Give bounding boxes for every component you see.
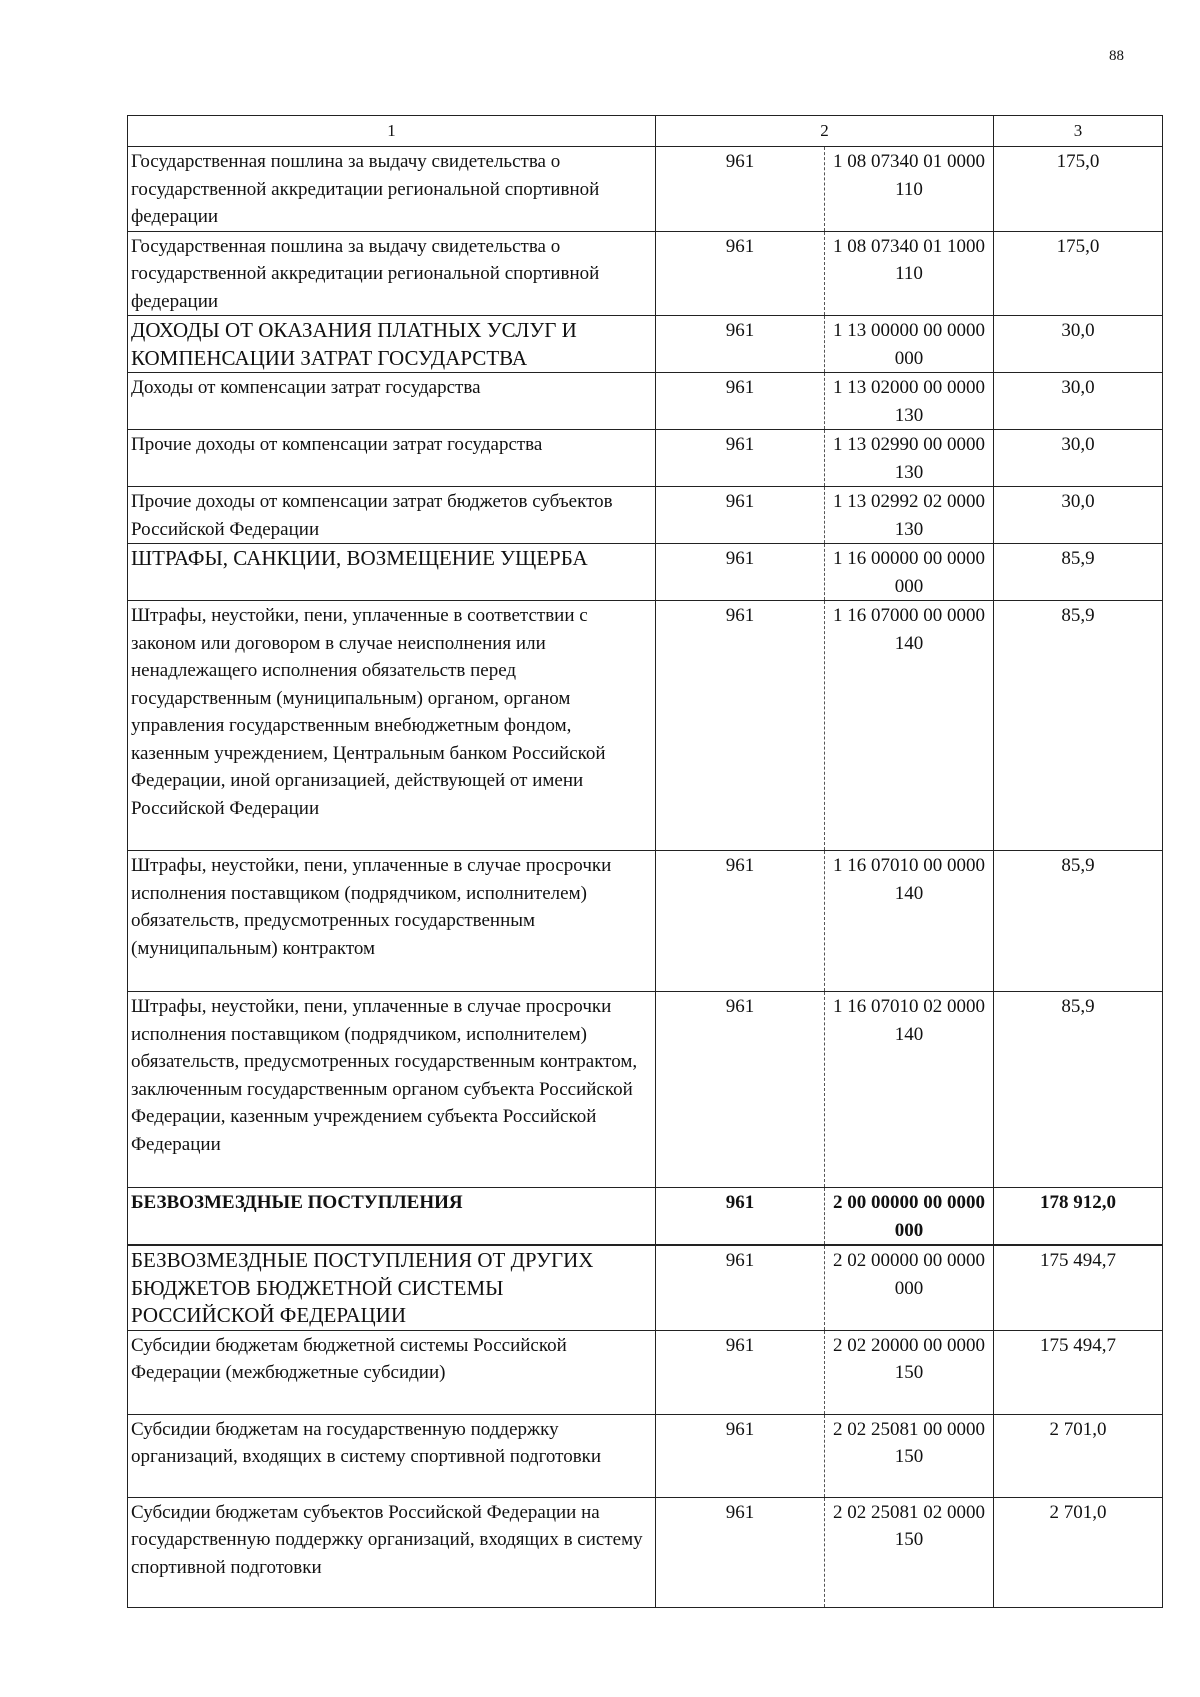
table-row	[128, 601, 1163, 851]
row-admin-code: 961	[656, 1245, 825, 1330]
row-amount: 178 912,0	[994, 1188, 1163, 1246]
table-row	[128, 992, 1163, 1188]
row-name: Субсидии бюджетам бюджетной системы Российской Федерации (межбюджетные субсидии)	[128, 1330, 656, 1414]
table-row	[128, 430, 1163, 487]
table-row	[128, 1188, 1163, 1246]
row-name: ШТРАФЫ, САНКЦИИ, ВОЗМЕЩЕНИЕ УЩЕРБА	[128, 544, 656, 601]
row-admin-code: 961	[656, 487, 825, 544]
row-amount: 30,0	[994, 487, 1163, 544]
row-classification-code: 1 13 02992 02 0000 130	[825, 487, 994, 544]
row-classification-code: 2 02 20000 00 0000 150	[825, 1330, 994, 1414]
row-admin-code: 961	[656, 430, 825, 487]
row-admin-code: 961	[656, 1414, 825, 1497]
row-amount: 175 494,7	[994, 1330, 1163, 1414]
row-name: Штрафы, неустойки, пени, уплаченные в случае просрочки исполнения поставщиком (подрядчиком, исполнителем) обязательств, предусмотренных государственным контрактом, заключенным государственным органом субъекта Российской Федерации, казенным учреждением субъекта Российской Федерации	[128, 992, 656, 1188]
row-name: Субсидии бюджетам на государственную поддержку организаций, входящих в систему спортивной подготовки	[128, 1414, 656, 1497]
row-classification-code: 1 16 07000 00 0000 140	[825, 601, 994, 851]
row-name: Доходы от компенсации затрат государства	[128, 373, 656, 430]
row-admin-code: 961	[656, 231, 825, 316]
row-classification-code: 1 16 07010 00 0000 140	[825, 851, 994, 992]
row-amount: 175,0	[994, 147, 1163, 232]
row-name: Штрафы, неустойки, пени, уплаченные в соответствии с законом или договором в случае неисполнения или ненадлежащего исполнения обязательств перед государственным (муниципальным) органом, органом управления государственным внебюджетным фондом, казенным учреждением, Центральным банком Российской Федерации, иной организацией, действующей от имени Российской Федерации	[128, 601, 656, 851]
table-row	[128, 1245, 1163, 1330]
row-amount: 30,0	[994, 316, 1163, 373]
table-row	[128, 1330, 1163, 1414]
row-admin-code: 961	[656, 1188, 825, 1246]
row-amount: 85,9	[994, 601, 1163, 851]
row-amount: 85,9	[994, 992, 1163, 1188]
table-row	[128, 147, 1163, 232]
table-row	[128, 1414, 1163, 1497]
row-classification-code: 2 00 00000 00 0000 000	[825, 1188, 994, 1246]
row-classification-code: 1 16 07010 02 0000 140	[825, 992, 994, 1188]
table-row	[128, 316, 1163, 373]
row-classification-code: 2 02 25081 00 0000 150	[825, 1414, 994, 1497]
row-admin-code: 961	[656, 544, 825, 601]
table-row	[128, 373, 1163, 430]
row-name: Государственная пошлина за выдачу свидетельства о государственной аккредитации региональной спортивной федерации	[128, 231, 656, 316]
header-col-3: 3	[994, 116, 1163, 147]
row-classification-code: 1 08 07340 01 1000 110	[825, 231, 994, 316]
row-admin-code: 961	[656, 1330, 825, 1414]
row-admin-code: 961	[656, 147, 825, 232]
row-name: Государственная пошлина за выдачу свидетельства о государственной аккредитации региональной спортивной федерации	[128, 147, 656, 232]
row-name: БЕЗВОЗМЕЗДНЫЕ ПОСТУПЛЕНИЯ ОТ ДРУГИХ БЮДЖЕТОВ БЮДЖЕТНОЙ СИСТЕМЫ РОССИЙСКОЙ ФЕДЕРАЦИИ	[128, 1245, 656, 1330]
row-classification-code: 2 02 00000 00 0000 000	[825, 1245, 994, 1330]
row-amount: 175,0	[994, 231, 1163, 316]
row-amount: 85,9	[994, 851, 1163, 992]
row-name: БЕЗВОЗМЕЗДНЫЕ ПОСТУПЛЕНИЯ	[128, 1188, 656, 1246]
table-row	[128, 487, 1163, 544]
row-classification-code: 1 13 02000 00 0000 130	[825, 373, 994, 430]
row-amount: 2 701,0	[994, 1414, 1163, 1497]
row-amount: 30,0	[994, 430, 1163, 487]
row-name: Прочие доходы от компенсации затрат бюджетов субъектов Российской Федерации	[128, 487, 656, 544]
table-row	[128, 544, 1163, 601]
table-header-row	[128, 116, 1163, 147]
row-name: Субсидии бюджетам субъектов Российской Федерации на государственную поддержку организаций, входящих в систему спортивной подготовки	[128, 1497, 656, 1607]
row-classification-code: 2 02 25081 02 0000 150	[825, 1497, 994, 1607]
row-amount: 85,9	[994, 544, 1163, 601]
row-admin-code: 961	[656, 373, 825, 430]
row-amount: 30,0	[994, 373, 1163, 430]
table-row	[128, 851, 1163, 992]
table-row	[128, 231, 1163, 316]
row-classification-code: 1 16 00000 00 0000 000	[825, 544, 994, 601]
page-number: 88	[1109, 48, 1124, 64]
table-row	[128, 1497, 1163, 1607]
row-admin-code: 961	[656, 316, 825, 373]
row-amount: 2 701,0	[994, 1497, 1163, 1607]
row-classification-code: 1 08 07340 01 0000 110	[825, 147, 994, 232]
row-name: ДОХОДЫ ОТ ОКАЗАНИЯ ПЛАТНЫХ УСЛУГ И КОМПЕНСАЦИИ ЗАТРАТ ГОСУДАРСТВА	[128, 316, 656, 373]
row-admin-code: 961	[656, 851, 825, 992]
row-admin-code: 961	[656, 601, 825, 851]
revenue-table	[127, 115, 1163, 1608]
row-amount: 175 494,7	[994, 1245, 1163, 1330]
header-col-2: 2	[656, 116, 994, 147]
row-name: Штрафы, неустойки, пени, уплаченные в случае просрочки исполнения поставщиком (подрядчиком, исполнителем) обязательств, предусмотренных государственным (муниципальным) контрактом	[128, 851, 656, 992]
row-classification-code: 1 13 02990 00 0000 130	[825, 430, 994, 487]
row-classification-code: 1 13 00000 00 0000 000	[825, 316, 994, 373]
row-admin-code: 961	[656, 1497, 825, 1607]
header-col-1: 1	[128, 116, 656, 147]
row-admin-code: 961	[656, 992, 825, 1188]
row-name: Прочие доходы от компенсации затрат государства	[128, 430, 656, 487]
